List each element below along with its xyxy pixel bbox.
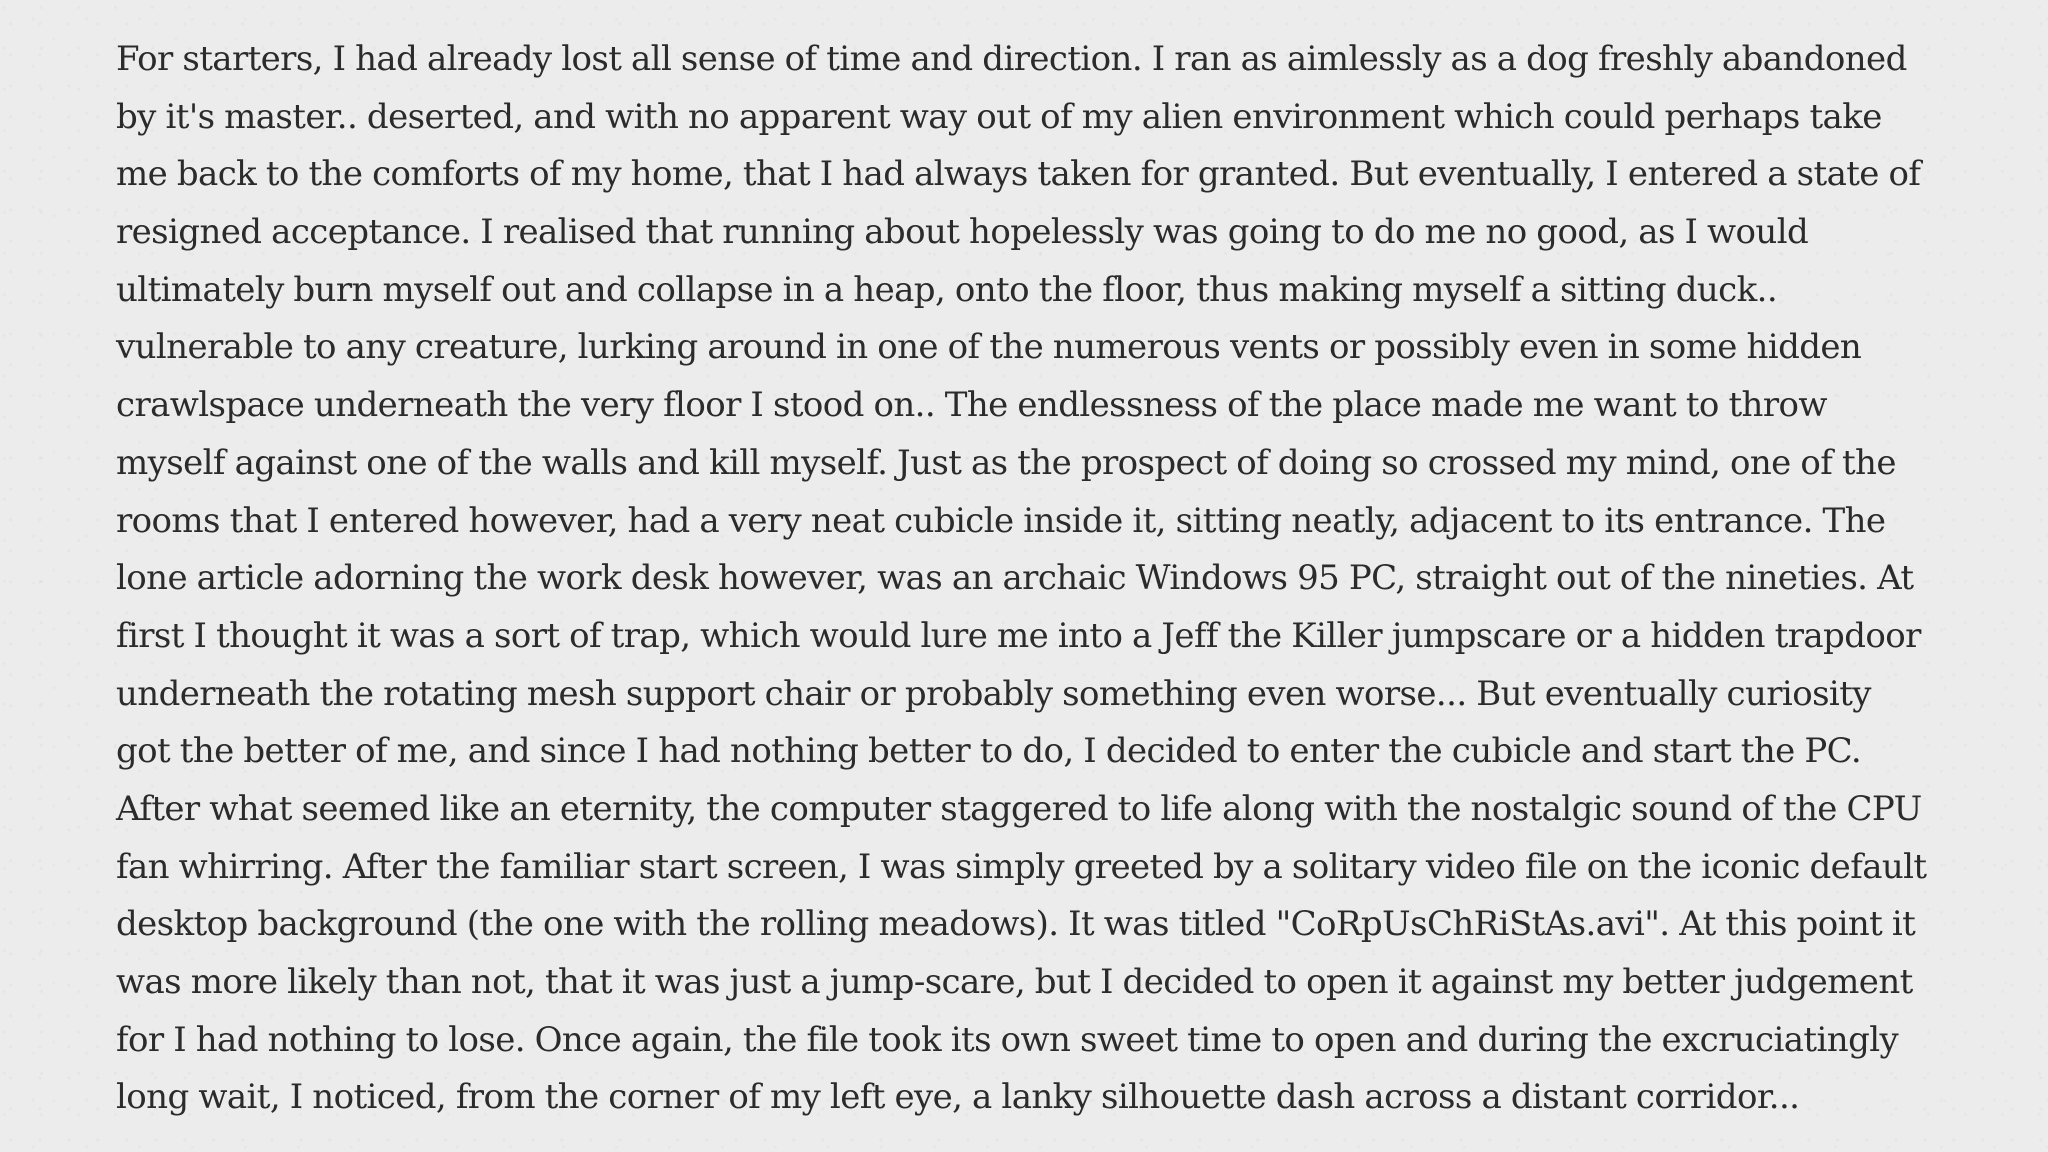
text-line: first I thought it was a sort of trap, which would lure me into a Jeff the Killer jumpscare or a hidden trapdoor bbox=[116, 615, 1921, 656]
text-line: crawlspace underneath the very floor I stood on.. The endlessness of the place made me want to throw bbox=[116, 385, 1827, 426]
text-line: desktop background (the one with the rolling meadows). It was titled "CoRpUsChRiStAs.avi". At this point it bbox=[116, 904, 1916, 945]
text-line: fan whirring. After the familiar start screen, I was simply greeted by a solitary video file on the iconic default bbox=[116, 846, 1927, 887]
text-line: underneath the rotating mesh support chair or probably something even worse... But eventually curiosity bbox=[116, 673, 1871, 714]
text-line: me back to the comforts of my home, that I had always taken for granted. But eventually, I entered a state of bbox=[116, 154, 1921, 195]
text-line: got the better of me, and since I had nothing better to do, I decided to enter the cubicle and start the PC. bbox=[116, 731, 1862, 772]
text-line: myself against one of the walls and kill myself. Just as the prospect of doing so crossed my mind, one of the bbox=[116, 442, 1896, 483]
text-line: lone article adorning the work desk however, was an archaic Windows 95 PC, straight out of the nineties. At bbox=[116, 558, 1914, 599]
text-line: for I had nothing to lose. Once again, the file took its own sweet time to open and during the excruciatingly bbox=[116, 1019, 1899, 1060]
text-line: After what seemed like an eternity, the computer staggered to life along with the nostalgic sound of the CPU bbox=[116, 788, 1922, 829]
text-line: rooms that I entered however, had a very neat cubicle inside it, sitting neatly, adjacent to its entrance. The bbox=[116, 500, 1886, 541]
text-line: For starters, I had already lost all sense of time and direction. I ran as aimlessly as a dog freshly abandoned bbox=[116, 39, 1907, 79]
text-line: vulnerable to any creature, lurking around in one of the numerous vents or possibly even in some hidden bbox=[116, 327, 1862, 368]
text-line: resigned acceptance. I realised that running about hopelessly was going to do me no good, as I would bbox=[116, 212, 1809, 253]
text-line: was more likely than not, that it was just a jump-scare, but I decided to open it against my better judgement bbox=[116, 962, 1913, 1002]
text-line: long wait, I noticed, from the corner of my left eye, a lanky silhouette dash across a distant corridor... bbox=[116, 1077, 1800, 1118]
text-line: ultimately burn myself out and collapse in a heap, onto the floor, thus making myself a sitting duck.. bbox=[116, 269, 1778, 310]
text-line: by it's master.. deserted, and with no apparent way out of my alien environment which could perhaps take bbox=[116, 96, 1882, 137]
story-text bbox=[116, 31, 1996, 1127]
